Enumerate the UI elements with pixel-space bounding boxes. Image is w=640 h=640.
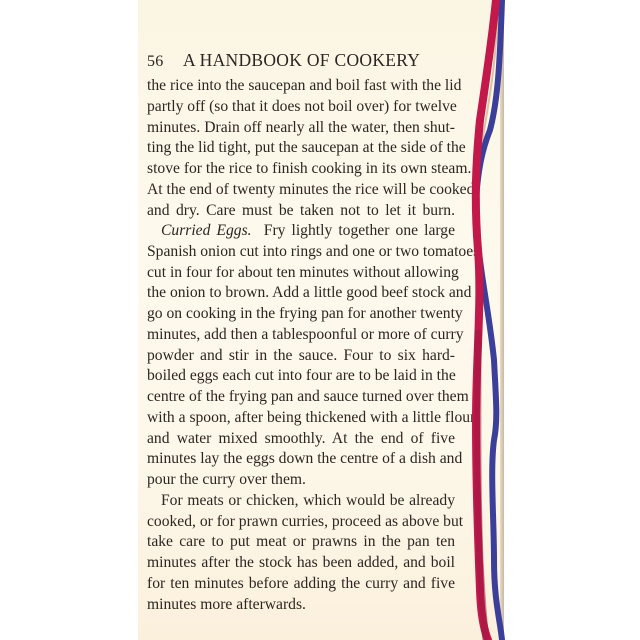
text-line: the onion to brown. Add a little good beef stock and (147, 284, 472, 302)
running-head (147, 50, 457, 71)
text-line: At the end of twenty minutes the rice will be cooked (147, 180, 475, 198)
text-line: minutes after the stock has been added, and boil (147, 554, 455, 571)
text-line: partly off (so that it does not boil over) for twelve (147, 97, 457, 115)
recipe-title: Curried Eggs. (161, 222, 252, 239)
text-line: minutes. Drain off nearly all the water, then shut- (147, 118, 455, 136)
text-line: and water mixed smoothly. At the end of five (147, 429, 455, 447)
text-line: with a spoon, after being thickened with a little flour (147, 408, 476, 426)
text-line: ting the lid tight, put the saucepan at the side of the (147, 139, 466, 157)
text-line: take care to put meat or prawns in the pan ten (147, 533, 455, 551)
text-line: go on cooking in the frying pan for another twenty (147, 305, 463, 322)
paragraph-curried-eggs (147, 221, 480, 615)
text-line: cut in four for about ten minutes without allowing (147, 263, 459, 281)
text-line: minutes, add then a tablespoonful or more of curry (147, 325, 464, 343)
text-line: pour the curry over them. (147, 471, 306, 488)
text-line: and dry. Care must be taken not to let it burn. (147, 201, 455, 219)
text-line: minutes more afterwards. (147, 595, 306, 613)
text-line: for ten minutes before adding the curry and five (147, 574, 455, 592)
text-line: boiled eggs each cut into four are to be laid in the (147, 367, 456, 385)
text-line: minutes lay the eggs down the centre of a dish and (147, 450, 463, 468)
text-line: cooked, or for prawn curries, proceed as above but (147, 512, 464, 530)
text-line: centre of the frying pan and sauce turned over them (147, 388, 469, 405)
text-line: powder and stir in the sauce. Four to six hard- (147, 346, 455, 364)
text-line: For meats or chicken, which would be already (161, 491, 455, 509)
page-edge (500, 0, 504, 640)
text-fragment: Fry lightly together one large (263, 222, 456, 239)
page-number: 56 (147, 53, 164, 70)
text-line: the rice into the saucepan and boil fast with the lid (147, 77, 462, 94)
text-line: Spanish onion cut into rings and one or two tomatoes (147, 242, 480, 260)
paragraph-rice-continuation (147, 76, 475, 221)
book-title: A HANDBOOK OF COOKERY (183, 50, 421, 70)
text-line (147, 221, 455, 242)
text-line: stove for the rice to finish cooking in its own steam. (147, 160, 472, 177)
